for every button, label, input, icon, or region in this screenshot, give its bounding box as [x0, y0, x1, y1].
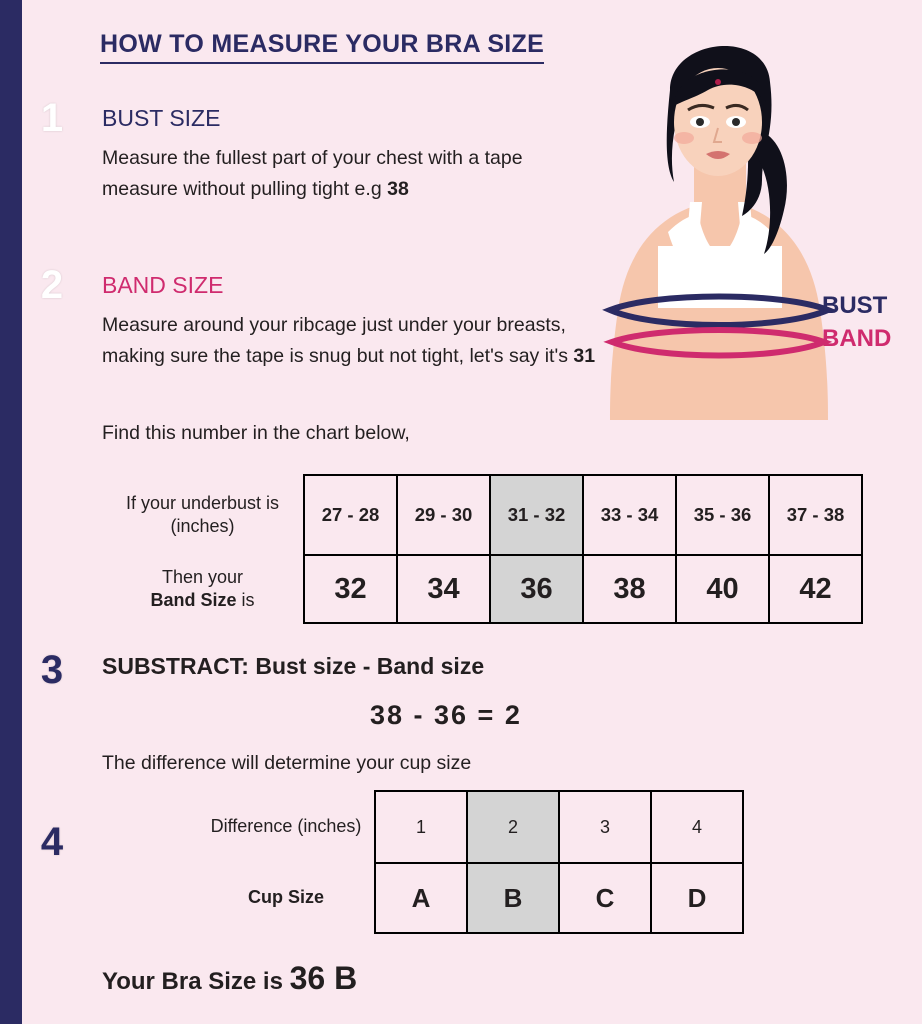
cup-cell-1: B [467, 863, 559, 933]
band-size-cell-3: 38 [583, 555, 676, 623]
table-row [198, 863, 743, 933]
underbust-cell-5: 37 - 38 [769, 475, 862, 555]
difference-cell-0: 1 [375, 791, 467, 863]
woman-illustration [566, 10, 922, 420]
band-row-label-post: is [241, 590, 255, 610]
underbust-cell-4: 35 - 36 [676, 475, 769, 555]
underbust-row-label: If your underbust is (inches) [125, 492, 280, 536]
result-prefix: Your Bra Size is [102, 968, 290, 995]
difference-cell-3: 4 [651, 791, 743, 863]
band-size-row-label [102, 555, 304, 623]
bust-size-description [102, 143, 572, 205]
band-size-description [102, 310, 622, 372]
cup-cell-2: C [559, 863, 651, 933]
step-number-3: 3 [40, 648, 64, 692]
underbust-cell-2: 31 - 32 [490, 475, 583, 555]
page-title: HOW TO MEASURE YOUR BRA SIZE [100, 30, 544, 64]
band-size-table [102, 474, 863, 624]
cup-cell-3: D [651, 863, 743, 933]
difference-note: The difference will determine your cup size [102, 752, 472, 774]
bust-size-heading: BUST SIZE [102, 105, 221, 131]
left-accent-bar [0, 0, 22, 1024]
legend-band-label: BAND [822, 325, 892, 352]
difference-cell-1: 2 [467, 791, 559, 863]
step-number-4: 4 [40, 820, 64, 864]
find-number-text: Find this number in the chart below, [102, 422, 410, 444]
band-size-cell-5: 42 [769, 555, 862, 623]
substract-heading: SUBSTRACT: Bust size - Band size [102, 653, 485, 679]
underbust-cell-1: 29 - 30 [397, 475, 490, 555]
difference-cell-2: 3 [559, 791, 651, 863]
final-result [102, 960, 357, 997]
band-size-heading: BAND SIZE [102, 272, 224, 298]
substract-equation: 38 - 36 = 2 [370, 700, 522, 730]
band-size-value: 31 [573, 344, 596, 367]
table-row [198, 791, 743, 863]
legend-bust-label: BUST [822, 292, 888, 319]
cup-size-table [198, 790, 744, 934]
table-row [102, 555, 862, 623]
band-size-text: Measure around your ribcage just under your breasts, making sure the tape is snug but not tight, let's say it's [102, 314, 574, 367]
band-size-cell-2: 36 [490, 555, 583, 623]
table-row [102, 475, 862, 555]
underbust-cell-0: 27 - 28 [304, 475, 397, 555]
cup-cell-0: A [375, 863, 467, 933]
band-size-cell-1: 34 [397, 555, 490, 623]
cup-size-row-label: Cup Size [247, 887, 324, 908]
result-value: 36 B [289, 960, 358, 996]
bust-size-text: Measure the fullest part of your chest with a tape measure without pulling tight e.g [102, 147, 523, 200]
band-row-label-bold: Band Size [150, 590, 237, 610]
step-number-1: 1 [40, 96, 64, 140]
bust-size-value: 38 [387, 177, 409, 200]
difference-row-label: Difference (inches) [210, 816, 362, 837]
underbust-cell-3: 33 - 34 [583, 475, 676, 555]
band-size-cell-4: 40 [676, 555, 769, 623]
step-number-2: 2 [40, 263, 64, 307]
band-row-label-pre: Then your [161, 566, 244, 587]
band-size-cell-0: 32 [304, 555, 397, 623]
